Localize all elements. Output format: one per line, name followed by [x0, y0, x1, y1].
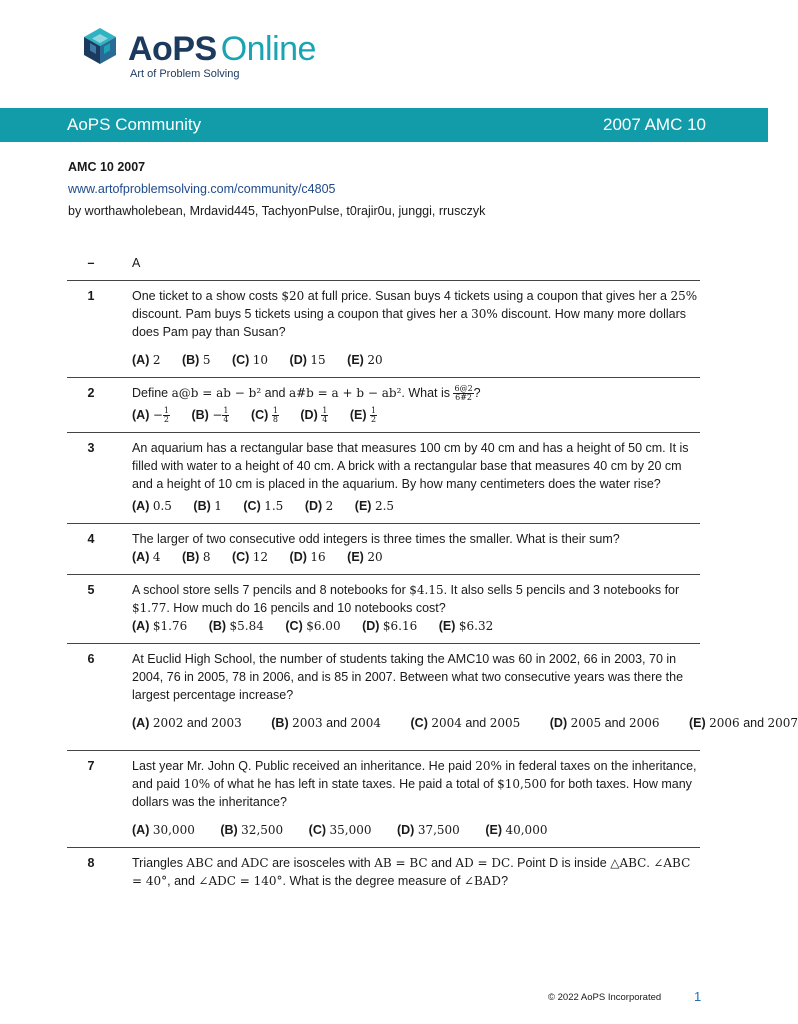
- fraction: [163, 407, 170, 424]
- choice-label: (E): [438, 619, 456, 634]
- text-fragment: A school store sells 7 pencils and 8 notebooks for: [132, 583, 410, 598]
- answer-choice: [355, 497, 394, 515]
- text-fragment: discount. Pam buys 5 tickets using a coupon that gives her a: [132, 307, 472, 321]
- choice-label: (A): [132, 716, 150, 731]
- text-fragment: Triangles: [132, 856, 187, 871]
- problem-text: [132, 854, 700, 890]
- answer-choice: [220, 821, 283, 839]
- math-fragment: 25%: [670, 289, 698, 303]
- choice-and: and: [465, 716, 487, 731]
- answer-choice: [209, 617, 264, 635]
- choice-value: $6.00: [306, 619, 341, 634]
- text-fragment: One ticket to a show costs: [132, 289, 282, 303]
- math-fragment: AD = DC: [455, 856, 511, 871]
- choice-and: and: [604, 716, 626, 731]
- math-fragment: $1.77: [132, 601, 167, 616]
- choice-year-start: 2004: [431, 716, 462, 731]
- choice-value: 2: [152, 353, 161, 367]
- choice-label: (B): [193, 499, 211, 514]
- page-number: 1: [694, 989, 702, 1004]
- problem-text: [132, 530, 700, 566]
- fraction-denominator: 4: [322, 415, 328, 425]
- choice-value: 8: [202, 550, 211, 565]
- answer-choice: [397, 821, 460, 839]
- math-fragment: 10%: [183, 777, 211, 792]
- text-fragment: . It also sells 5 pencils and 3 notebooks for: [443, 583, 680, 598]
- answer-choice: [182, 548, 210, 566]
- fraction-numerator: 6@2: [454, 384, 473, 394]
- text-fragment: at full price. Susan buys 4 tickets using a coupon that gives her a: [304, 289, 671, 303]
- answer-choice: [300, 406, 328, 424]
- choice-value: 37,500: [417, 823, 460, 838]
- fraction-denominator: 8: [272, 415, 278, 425]
- choice-value: 20: [367, 550, 383, 565]
- choice-value: 15: [310, 353, 326, 367]
- text-fragment: ?: [473, 386, 481, 400]
- answer-choice: [347, 351, 382, 369]
- choice-year-end: 2003: [211, 716, 242, 731]
- choice-and: and: [743, 716, 765, 731]
- choice-label: (B): [181, 353, 200, 367]
- problem-text: [132, 650, 798, 742]
- choice-label: (C): [231, 550, 250, 565]
- problem-text: [132, 287, 700, 369]
- answer-choice: [132, 714, 242, 732]
- answer-choice: [191, 406, 229, 424]
- problem-text: [132, 384, 700, 424]
- fraction-numerator: 1: [223, 406, 229, 416]
- fraction-denominator: 2: [370, 415, 377, 425]
- fraction-denominator: 2: [163, 415, 169, 425]
- text-fragment: discount. How many more dollars does Pam pay than Susan?: [132, 307, 687, 339]
- choice-value: 1.5: [264, 499, 284, 514]
- contest-title: 2007 AMC 10: [602, 115, 706, 134]
- problem-5: [67, 575, 700, 644]
- problem-2: [67, 378, 700, 433]
- problem-8: [67, 848, 700, 898]
- answer-choice: [285, 617, 340, 635]
- answer-choice: [439, 617, 494, 635]
- choice-year-end: 2004: [350, 716, 382, 731]
- choice-year-start: 2002: [152, 716, 184, 731]
- problem-7: [67, 751, 700, 848]
- math-fragment: ABC: [186, 856, 214, 871]
- math-fragment: a@b = ab − b²: [171, 386, 262, 400]
- answer-choices: [132, 617, 700, 635]
- section-label: A: [132, 256, 141, 270]
- math-fragment: ∠ABC = 40°: [132, 856, 691, 889]
- choice-label: (C): [410, 716, 428, 731]
- answer-choice: [305, 497, 333, 515]
- choice-value: 32,500: [241, 823, 284, 838]
- choice-year-end: 2007: [767, 716, 798, 731]
- choice-value: 4: [152, 550, 161, 565]
- math-fragment: AB = BC: [374, 856, 428, 871]
- text-fragment: . What is: [401, 386, 454, 400]
- choice-value: $5.84: [229, 619, 264, 634]
- answer-choice: [132, 406, 170, 424]
- choice-label: (E): [349, 408, 367, 423]
- choice-label: (D): [300, 408, 318, 423]
- text-fragment: . How much do 16 pencils and 10 notebooks cost?: [166, 601, 446, 616]
- fraction-denominator: 6#2: [455, 393, 473, 403]
- answer-choice: [132, 351, 160, 369]
- answer-choices: [132, 821, 700, 839]
- community-url-link[interactable]: www.artofproblemsolving.com/community/c4805: [68, 182, 336, 196]
- choice-label: (D): [289, 353, 307, 367]
- choice-value: $6.32: [458, 619, 494, 634]
- fraction: [453, 385, 473, 402]
- choice-year-start: 2003: [292, 716, 323, 731]
- math-fragment: ADC: [241, 856, 269, 871]
- choice-label: (D): [362, 619, 380, 634]
- fraction-denominator: 4: [223, 415, 229, 425]
- problem-list: [67, 248, 798, 898]
- text-fragment: and: [213, 856, 242, 871]
- text-fragment: . What is the degree measure of: [282, 874, 464, 889]
- choice-value: 40,000: [505, 823, 548, 838]
- choice-label: (B): [191, 408, 209, 423]
- problem-text: [132, 581, 700, 635]
- math-fragment: 20%: [475, 759, 502, 774]
- fraction-numerator: 1: [370, 406, 377, 416]
- text-fragment: An aquarium has a rectangular base that measures 100 cm by 40 cm and has a height of 50 cm. It is filled with water to a height of 40 cm. A brick with a rectangular base that measures 40 cm by 20 cm and a height of 10 cm is placed in the aquarium. By how many centimeters does the water rise?: [132, 441, 689, 492]
- text-fragment: . Point D is inside: [510, 856, 611, 871]
- choice-value: 35,000: [329, 823, 372, 838]
- choice-value: 5: [202, 353, 211, 367]
- choice-value: 10: [252, 353, 269, 367]
- problem-number: 5: [87, 583, 95, 598]
- choice-label: (C): [285, 619, 303, 634]
- choice-label: (D): [289, 550, 307, 565]
- answer-choice: [132, 821, 195, 839]
- text-fragment: are isosceles with: [268, 856, 375, 871]
- choice-value: 16: [310, 550, 326, 565]
- choice-value: 0.5: [152, 499, 172, 514]
- section-row: [67, 248, 700, 281]
- text-fragment: of what he has left in state taxes. He paid a total of: [210, 777, 498, 792]
- logo-wordmark: [128, 30, 316, 69]
- text-fragment: and: [261, 386, 289, 400]
- answer-choice: [251, 406, 279, 424]
- choice-label: (A): [132, 823, 150, 838]
- text-fragment: in federal taxes on the inheritance, and paid: [132, 759, 697, 792]
- cube-logo-icon: [80, 26, 120, 66]
- choice-label: (B): [208, 619, 227, 634]
- answer-choice: [485, 821, 547, 839]
- choice-value: 2.5: [374, 499, 395, 514]
- choice-value: $1.76: [152, 619, 188, 634]
- problem-3: [67, 433, 700, 524]
- choice-year-start: 2005: [570, 716, 602, 731]
- answer-choice: [271, 714, 381, 732]
- answer-choice: [309, 821, 372, 839]
- community-link[interactable]: AoPS Community: [67, 115, 202, 134]
- answer-choice: [550, 714, 660, 732]
- math-fragment: $20: [281, 289, 305, 303]
- answer-choice: [411, 714, 521, 732]
- choice-year-end: 2006: [628, 716, 660, 731]
- choice-and: and: [326, 716, 347, 731]
- fraction-numerator: 1: [163, 406, 169, 416]
- fraction: [272, 407, 279, 424]
- answer-choice: [193, 497, 221, 515]
- choice-label: (A): [132, 619, 150, 634]
- choice-sign: −: [152, 408, 163, 423]
- choice-label: (B): [220, 823, 238, 838]
- choice-label: (A): [132, 499, 150, 514]
- problem-number: 2: [87, 386, 95, 400]
- choice-label: (E): [354, 499, 372, 514]
- math-fragment: $4.15: [409, 583, 444, 598]
- logo-brand-sub: Online: [220, 30, 316, 68]
- problem-text: [132, 439, 700, 515]
- choice-and: and: [186, 716, 208, 731]
- choice-label: (C): [231, 353, 250, 367]
- section-dash: –: [87, 256, 95, 270]
- answer-choice: [243, 497, 283, 515]
- math-fragment: 30%: [471, 307, 498, 321]
- problem-4: [67, 524, 700, 575]
- answer-choice: [290, 351, 326, 369]
- authors-line: by worthawholebean, Mrdavid445, TachyonPulse, t0rajir0u, junggi, rrusczyk: [68, 204, 486, 218]
- text-fragment: .: [646, 856, 654, 871]
- choice-label: (E): [689, 716, 706, 731]
- header-banner: [0, 108, 768, 142]
- logo-tagline: Art of Problem Solving: [130, 68, 240, 80]
- answer-choice: [689, 714, 798, 732]
- math-fragment: a#b = a + b − ab²: [288, 386, 402, 400]
- math-fragment: $10,500: [497, 777, 547, 792]
- problem-number: 3: [87, 441, 95, 456]
- answer-choices: [132, 406, 700, 424]
- choice-label: (E): [347, 550, 364, 565]
- choice-label: (B): [271, 716, 289, 731]
- text-fragment: Define: [132, 386, 172, 400]
- choice-value: 30,000: [152, 823, 195, 838]
- choice-label: (D): [304, 499, 323, 514]
- choice-label: (A): [132, 550, 150, 565]
- problem-number: 1: [87, 289, 95, 303]
- copyright-footer: © 2022 AoPS Incorporated: [548, 992, 662, 1003]
- choice-label: (C): [243, 499, 261, 514]
- problem-6: [67, 644, 798, 751]
- math-fragment: ∠ADC = 140°: [198, 874, 283, 889]
- answer-choices: [132, 497, 700, 515]
- choice-value: 12: [252, 550, 269, 565]
- fraction: [222, 407, 229, 424]
- answer-choices: [132, 351, 700, 369]
- choice-label: (C): [250, 408, 269, 423]
- answer-choice: [132, 548, 160, 566]
- choice-year-end: 2005: [489, 716, 521, 731]
- answer-choice: [182, 351, 210, 369]
- answer-choice: [347, 548, 382, 566]
- math-fragment: △ABC: [610, 856, 647, 871]
- text-fragment: Last year Mr. John Q. Public received an inheritance. He paid: [132, 759, 476, 774]
- choice-label: (D): [396, 823, 415, 838]
- fraction: [321, 407, 328, 424]
- choice-label: (E): [485, 823, 502, 838]
- problem-text: [132, 757, 700, 839]
- logo-brand-main: AoPS: [128, 30, 217, 68]
- text-fragment: The larger of two consecutive odd integers is three times the smaller. What is their sum?: [132, 532, 620, 547]
- problem-number: 6: [87, 652, 95, 667]
- document-title: AMC 10 2007: [68, 160, 146, 174]
- choice-value: 20: [367, 353, 383, 367]
- problem-number: 8: [87, 856, 95, 871]
- choice-value: $6.16: [382, 619, 418, 634]
- fraction-numerator: 1: [322, 406, 328, 416]
- aops-logo: [80, 24, 380, 84]
- problem-1: [67, 281, 700, 378]
- choice-label: (D): [549, 716, 568, 731]
- choice-label: (A): [132, 353, 150, 367]
- choice-label: (B): [181, 550, 200, 565]
- answer-choice: [132, 617, 187, 635]
- fraction-numerator: 1: [272, 406, 278, 416]
- text-fragment: , and: [167, 874, 199, 889]
- choice-value: 1: [214, 499, 222, 514]
- text-fragment: for both taxes. How many dollars was the inheritance?: [132, 777, 692, 810]
- text-fragment: At Euclid High School, the number of students taking the AMC10 was 60 in 2002, 66 in 2003, 70 in 2004, 76 in 2005, 78 in 2006, and is 85 in 2007. Between what two consecutive years was there the largest percentage increase?: [132, 652, 684, 703]
- answer-choice: [132, 497, 172, 515]
- answer-choice: [350, 406, 377, 424]
- math-fragment: ∠BAD: [463, 874, 502, 889]
- problem-number: 4: [87, 532, 95, 547]
- choice-year-start: 2006: [709, 716, 740, 731]
- answer-choice: [290, 548, 326, 566]
- answer-choice: [232, 351, 268, 369]
- text-fragment: ?: [501, 874, 509, 889]
- answer-choices: [132, 714, 798, 732]
- document-meta: [68, 156, 485, 222]
- choice-label: (A): [132, 408, 150, 423]
- choice-value: 2: [325, 499, 334, 514]
- answer-choice: [232, 548, 268, 566]
- problem-number: 7: [87, 759, 95, 774]
- choice-sign: −: [212, 408, 223, 423]
- answer-choice: [362, 617, 417, 635]
- text-fragment: and: [427, 856, 456, 871]
- fraction: [370, 407, 377, 424]
- choice-label: (E): [347, 353, 364, 367]
- choice-label: (C): [308, 823, 327, 838]
- answer-choices: [132, 548, 700, 566]
